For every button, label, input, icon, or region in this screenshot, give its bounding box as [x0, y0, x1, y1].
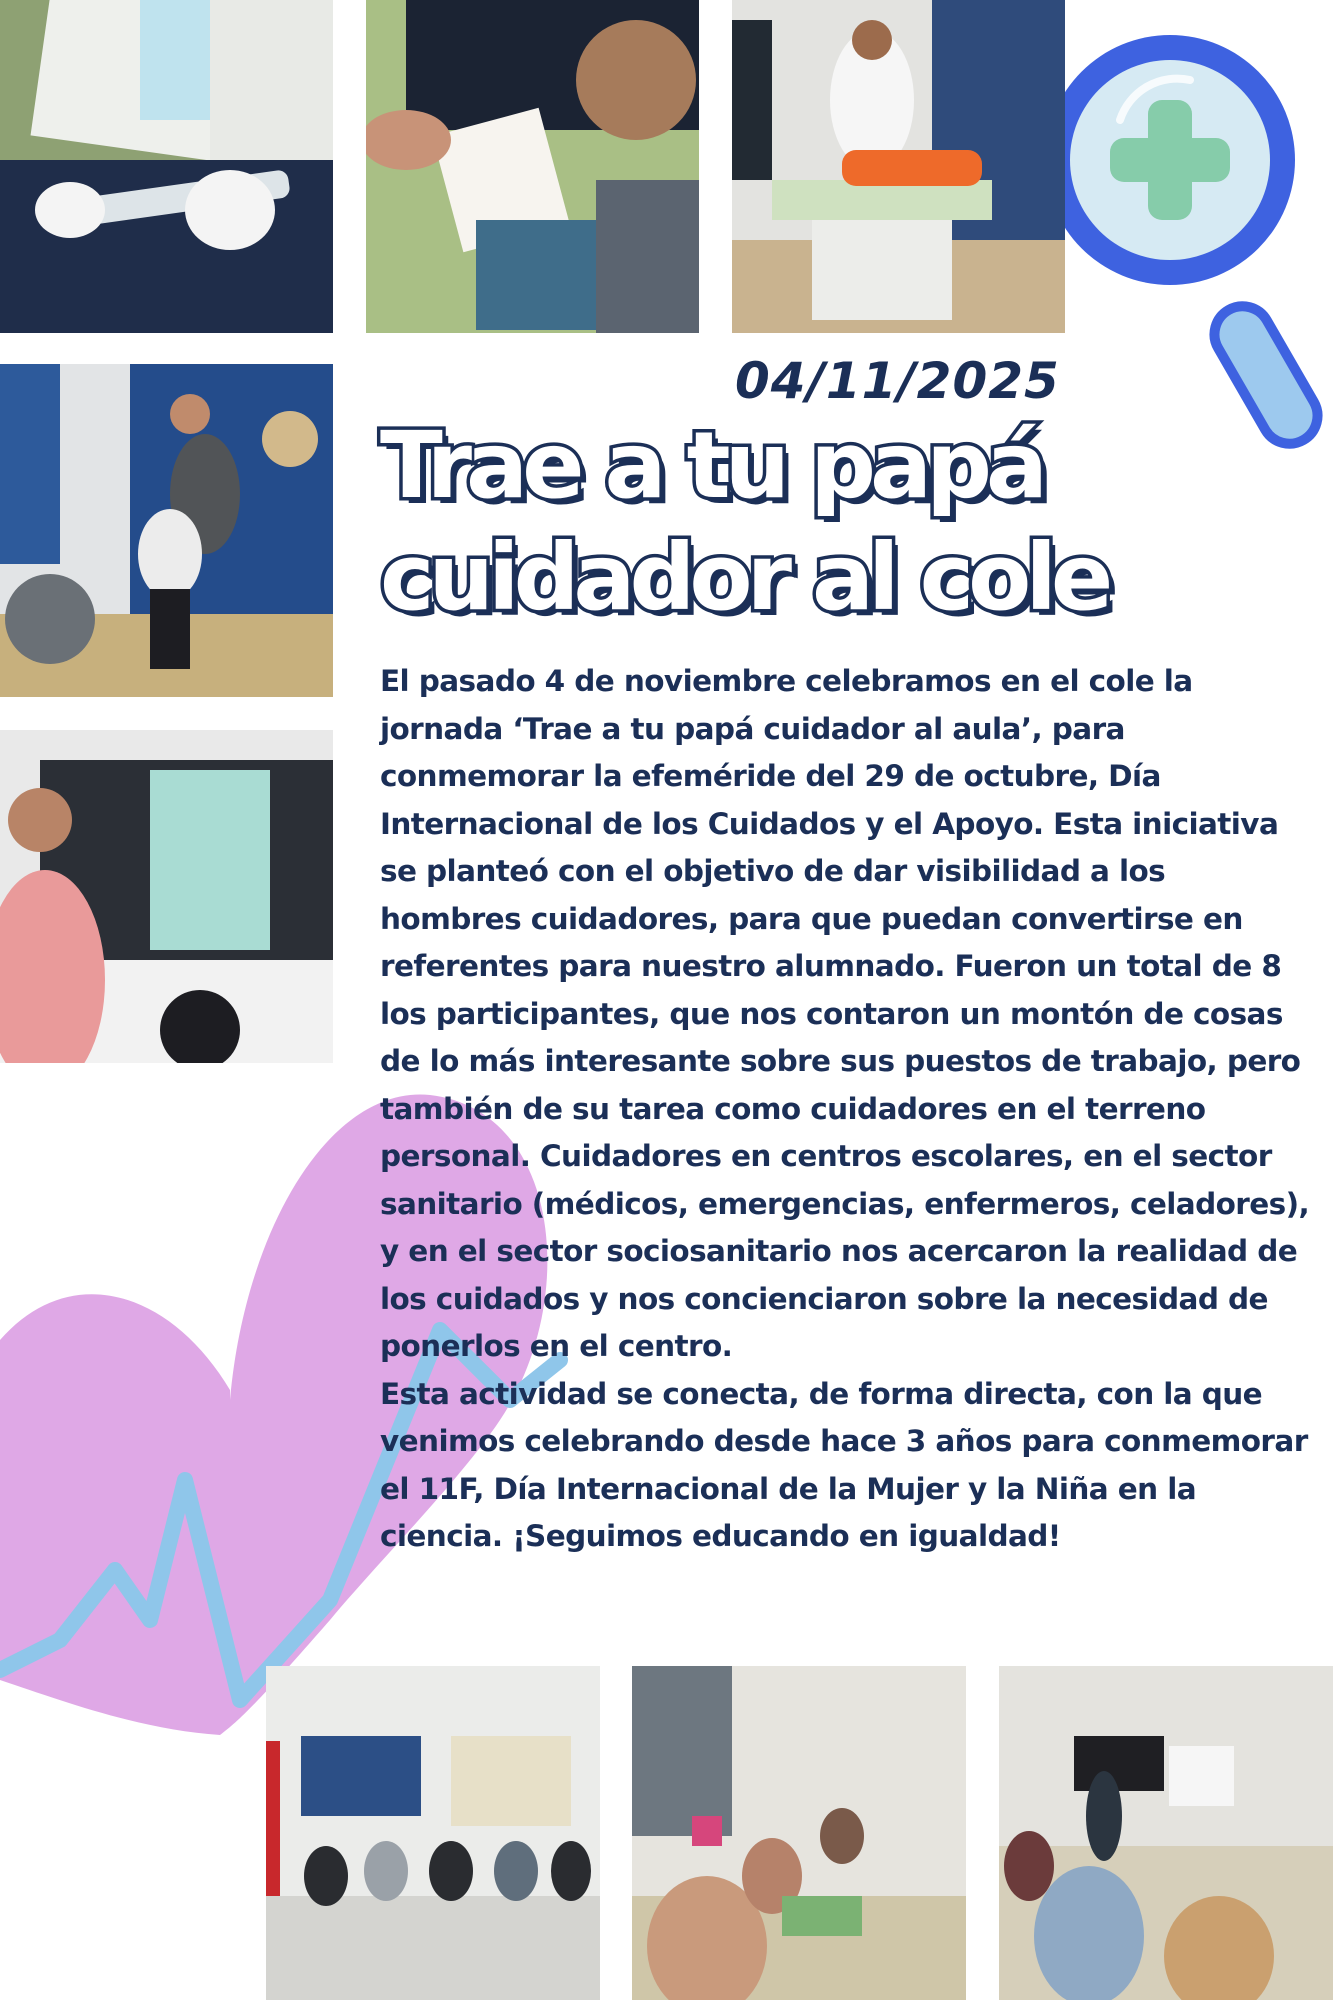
article-paragraph-1: El pasado 4 de noviembre celebramos en el cole la jornada ‘Trae a tu papá cuidador al aula’, para conmemorar la efeméride del 29 de octubre, Día Internacional de los Cuidados y el Apoyo. Esta iniciativa se planteó con el objetivo de dar visibilidad a los hombres cuidadores, para que puedan convertirse en referentes para nuestro alumnado. Fueron un total de 8 los participantes, que nos contaron un montón de cosas de lo más interesante sobre sus puestos de trabajo, pero también de su tarea como cuidadores en el terreno personal. Cuidadores en centros escolares, en el sector sanitario (médicos, emergencias, enfermeros, celadores), y en el sector sociosanitario nos acercaron la realidad de los cuidados y nos concienciaron sobre la necesidad de ponerlos en el centro.	[380, 664, 1310, 1363]
photo-syringe-practice	[0, 0, 333, 333]
article-paragraph-2: Esta actividad se conecta, de forma directa, con la que venimos celebrando desde hace 3 años para conmemorar el 11F, Día Internacional de la Mujer y la Niña en la ciencia. ¡Seguimos educando en igualdad!	[380, 1376, 1308, 1553]
title-line-2: cuidador al cole	[380, 524, 1108, 631]
photo-classroom-center	[632, 1666, 966, 2000]
event-date: 04/11/2025	[735, 352, 1060, 410]
photo-classroom-left	[266, 1666, 600, 2000]
photo-classroom-right	[999, 1666, 1333, 2000]
photo-smartboard-talk	[0, 730, 333, 1063]
title-line-1: Trae a tu papá	[380, 412, 1043, 519]
magnifier-icon	[1045, 35, 1328, 454]
article-body	[380, 658, 1310, 1561]
photo-blindfold-activity	[0, 364, 333, 697]
photo-student-writing	[366, 0, 699, 333]
photo-first-aid-demo	[732, 0, 1065, 333]
poster-title	[380, 410, 1280, 634]
